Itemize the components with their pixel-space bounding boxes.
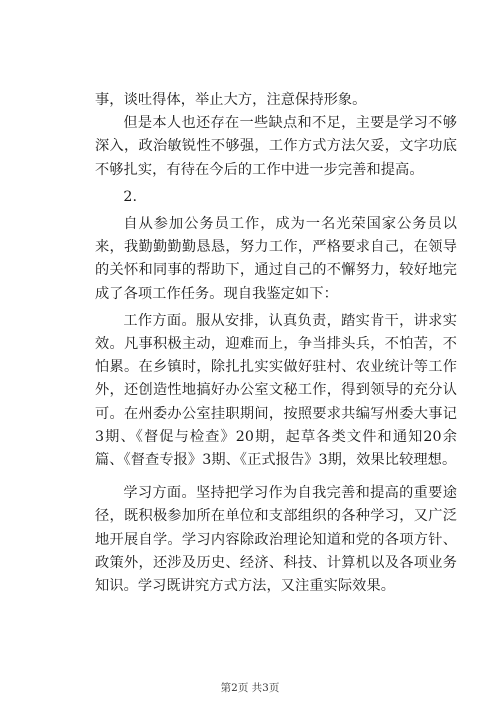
paragraph-study-aspect: 学习方面。坚持把学习作为自我完善和提高的重要途径，既积极参加所在单位和支部组织的各种学习，又广泛地开展自学。学习内容除政治理论知道和党的各项方针、政策外，还涉及历史、经济、科技、计算机以及各项业务知识。学习既讲究方式方法，又注重实际效果。 bbox=[95, 485, 457, 595]
paragraph-continuation: 事，谈吐得体，举止大方，注意保持形象。 bbox=[95, 92, 367, 108]
paragraph-shortcomings: 但是本人也还存在一些缺点和不足，主要是学习不够深入，政治敏锐性不够强，工作方式方法欠妥，文字功底不够扎实，有待在今后的工作中进一步完善和提高。 bbox=[95, 115, 457, 178]
document-body bbox=[95, 89, 457, 598]
paragraph-work-aspect: 工作方面。服从安排，认真负责，踏实肯干，讲求实效。凡事积极主动，迎难而上，争当排头兵，不怕苦，不怕累。在乡镇时，除扎扎实实做好驻村、农业统计等工作外，还创造性地搞好办公室文秘工作，得到领导的充分认可。在州委办公室挂职期间，按照要求共编写州委大事记3期、《督促与检查》20期，起草各类文件和通知20余篇、《督查专报》3期、《正式报告》3期，效果比较理想。 bbox=[95, 312, 457, 469]
page-number-footer: 第2页 共3页 bbox=[220, 682, 280, 694]
paragraph-introduction: 自从参加公务员工作，成为一名光荣国家公务员以来，我勤勤勤勤恳恳，努力工作，严格要求自己，在领导的关怀和同事的帮助下，通过自己的不懈努力，较好地完成了各项工作任务。现自我鉴定如下： bbox=[95, 216, 457, 302]
section-number: 2. bbox=[123, 188, 138, 205]
